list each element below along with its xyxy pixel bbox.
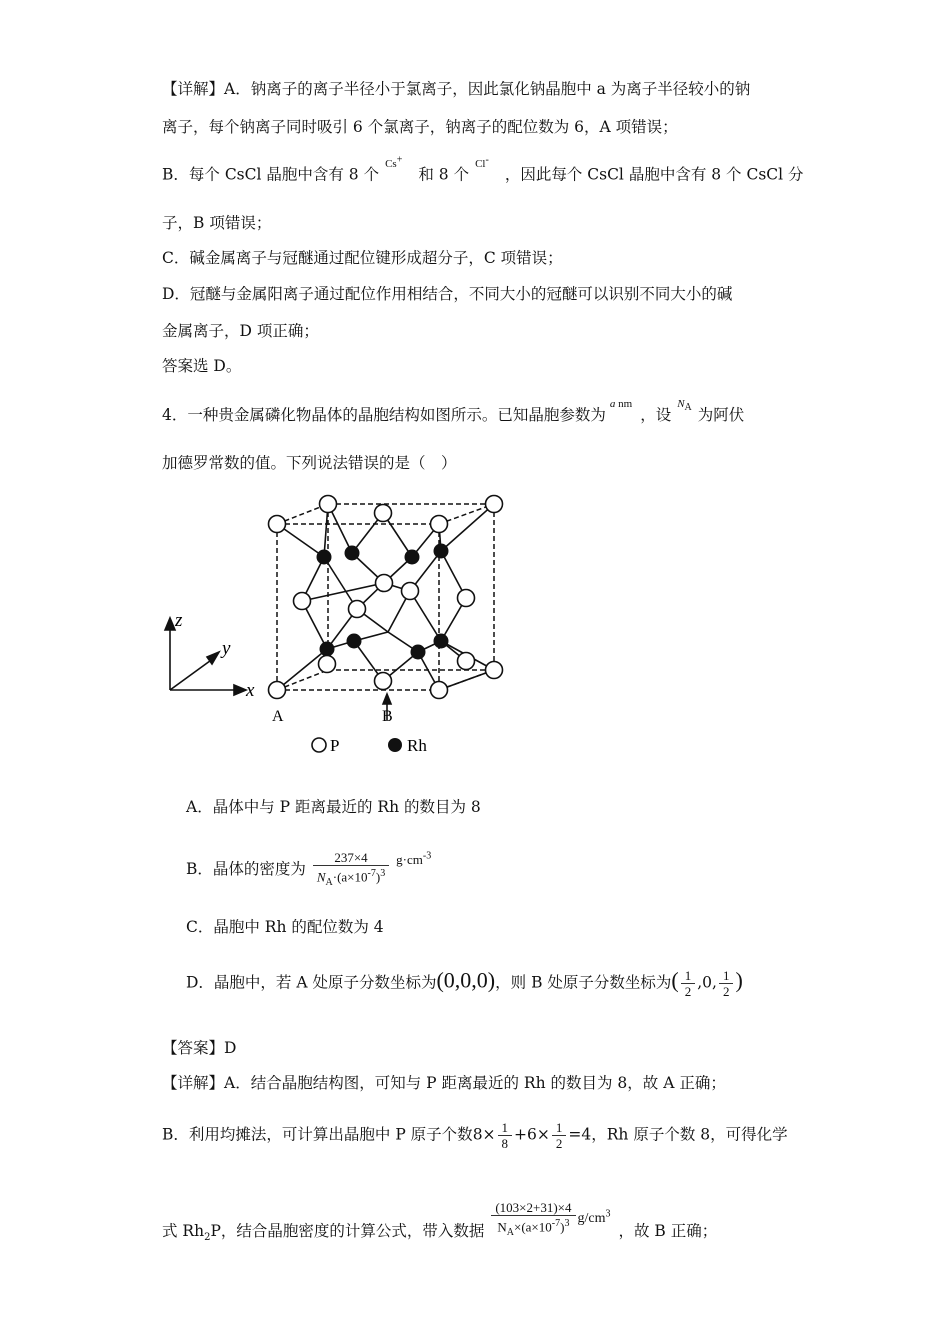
coord-b-close: ): [735, 967, 743, 993]
point-b-label: B: [382, 708, 393, 725]
detail-c-line: C．碱金属离子与冠醚通过配位键形成超分子，C 项错误；: [162, 249, 563, 267]
detail-b-line: [162, 154, 804, 188]
detail-answer: 答案选 D。: [162, 357, 242, 375]
detail-b-post: ，因此每个 CsCl 晶胞中含有 8 个 CsCl 分: [504, 165, 804, 184]
detail-line-2: 离子，每个钠离子同时吸引 6 个氯离子，钠离子的配位数为 6，A 项错误；: [162, 118, 678, 136]
density-na: N: [316, 869, 326, 885]
calc-unit-exp: 3: [605, 1208, 611, 1220]
density-calc-denominator: $N_A\times(a\times 10^{-7})^3$: [497, 1218, 570, 1238]
frac-one-half: [552, 1120, 567, 1151]
density-numerator: 237×4: [313, 850, 389, 866]
legend-rh-label: Rh: [407, 736, 427, 755]
calc-unit-text: g/cm: [577, 1210, 606, 1226]
legend-rh-marker: [388, 738, 402, 752]
legend-p-marker: [312, 738, 326, 752]
density-denominator: $N_A\cdot(a\times 10^{-7})^3$: [316, 868, 386, 888]
option-c: C．晶胞中 Rh 的配位数为 4: [186, 918, 384, 936]
cl-ion: [475, 154, 489, 170]
coord-a: (0,0,0): [436, 967, 496, 993]
density-na-sub: A: [325, 876, 333, 888]
axis-y-label: y: [222, 638, 231, 659]
option-d: D．晶胞中，若 A 处原子分数坐标为(0,0,0)，则 B 处原子分数坐标为( $\frac{1}{2}$ ,0, $\frac{1}{2}$ ): [186, 967, 743, 999]
detail-b2-post: ，故 B 正确；: [618, 1221, 718, 1240]
detail-b-mid: 和 8 个: [418, 165, 470, 184]
lattice-unit: nm: [618, 398, 633, 410]
calc-na: N: [497, 1219, 507, 1235]
density-unit-text: g·cm: [396, 851, 423, 867]
coord-b-x-den: 2: [684, 984, 692, 999]
detail-d-line-1: D．冠醚与金属阳离子通过配位作用相结合，不同大小的冠醚可以识别不同大小的碱: [162, 285, 733, 303]
avogadro-symbol: [677, 398, 692, 414]
density-calc-fraction: [491, 1200, 575, 1240]
legend-p-label: P: [330, 736, 340, 755]
cs-text: Cs: [385, 157, 397, 170]
q4-text-pre: 4．一种贵金属磷化物晶体的晶胞结构如图所示。已知晶胞参数为: [162, 406, 606, 424]
crystal-structure-figure: [160, 490, 520, 762]
coord-b-open: (: [671, 967, 679, 993]
cs-ion: [385, 154, 403, 170]
option-d-mid: ，则 B 处原子分数坐标为: [495, 973, 672, 992]
axis-x-label: x: [246, 680, 255, 701]
formula-mid: P，结合晶胞密度的计算公式，带入数据: [210, 1221, 485, 1240]
detail-b-text-pre: B．利用均摊法，可计算出晶胞中 P 原子个数: [162, 1125, 473, 1144]
q4-text-mid: ，设: [640, 406, 672, 424]
coord-b-z-den: 2: [722, 984, 730, 999]
lattice-a: a: [609, 398, 616, 410]
cl-charge: -: [485, 154, 489, 165]
axis-z-label: z: [175, 610, 183, 631]
frac-one-half-den: 2: [555, 1136, 563, 1151]
coord-b-x-num: 1: [681, 968, 696, 984]
lattice-param: [610, 398, 632, 410]
calc-exp: -7: [551, 1218, 561, 1229]
coord-b-z: [719, 968, 734, 999]
answer-detail-b: [162, 1120, 788, 1151]
coord-b-x: [681, 968, 696, 999]
density-unit-exp: -3: [422, 850, 432, 862]
detail-line-1: 【详解】A．钠离子的离子半径小于氯离子，因此氯化钠晶胞中 a 为离子半径较小的钠: [162, 80, 751, 98]
formula-sub: 2: [204, 1232, 211, 1244]
frac-one-half-num: 1: [552, 1120, 567, 1136]
na-text: N: [677, 398, 685, 410]
cs-charge: +: [396, 154, 403, 165]
frac-one-eighth: [498, 1120, 513, 1151]
density-calc-numerator: (103×2+31)×4: [491, 1200, 575, 1216]
question-4-line-1: [162, 398, 745, 432]
na-sub: A: [684, 402, 692, 414]
detail-b-pre: B．每个 CsCl 晶胞中含有 8 个: [162, 165, 380, 184]
option-a: A．晶体中与 P 距离最近的 Rh 的数目为 8: [186, 798, 481, 816]
detail-b-text-post: ，Rh 原子个数 8，可得化学: [591, 1125, 788, 1144]
option-b: [186, 850, 431, 890]
option-d-pre: D．晶胞中，若 A 处原子分数坐标为: [186, 973, 437, 992]
count-8: 8×: [472, 1125, 496, 1144]
question-4-line-2: 加德罗常数的值。下列说法错误的是（ ）: [162, 454, 457, 472]
point-a-label: A: [272, 708, 284, 725]
detail-b-line-2: 子，B 项错误；: [162, 214, 272, 232]
formula-pre: 式 Rh: [162, 1221, 205, 1240]
count-result: =4: [568, 1125, 592, 1144]
density-fraction: [313, 850, 389, 890]
cl-text: Cl: [475, 157, 486, 170]
count-6: +6×: [514, 1125, 550, 1144]
density-unit: [396, 852, 431, 867]
answer-detail-a: 【详解】A．结合晶胞结构图，可知与 P 距离最近的 Rh 的数目为 8，故 A 正确；: [162, 1074, 726, 1092]
option-b-pre: B．晶体的密度为: [186, 859, 306, 878]
calc-den-rest: ×(a×10: [514, 1219, 552, 1235]
coord-b-y: 0: [702, 973, 713, 992]
calc-unit: [577, 1208, 611, 1226]
frac-one-eighth-num: 1: [498, 1120, 513, 1136]
answer-label: 【答案】D: [162, 1039, 237, 1057]
frac-one-eighth-den: 8: [501, 1136, 509, 1151]
density-den-rest: ·(a×10: [332, 869, 368, 885]
calc-cube: 3: [564, 1218, 570, 1229]
calc-na-sub: A: [506, 1226, 514, 1238]
detail-d-line-2: 金属离子，D 项正确；: [162, 322, 319, 340]
coord-b-z-num: 1: [719, 968, 734, 984]
density-cube: 3: [380, 868, 386, 879]
density-exp: -7: [367, 868, 376, 879]
q4-text-post: 为阿伏: [697, 406, 745, 424]
